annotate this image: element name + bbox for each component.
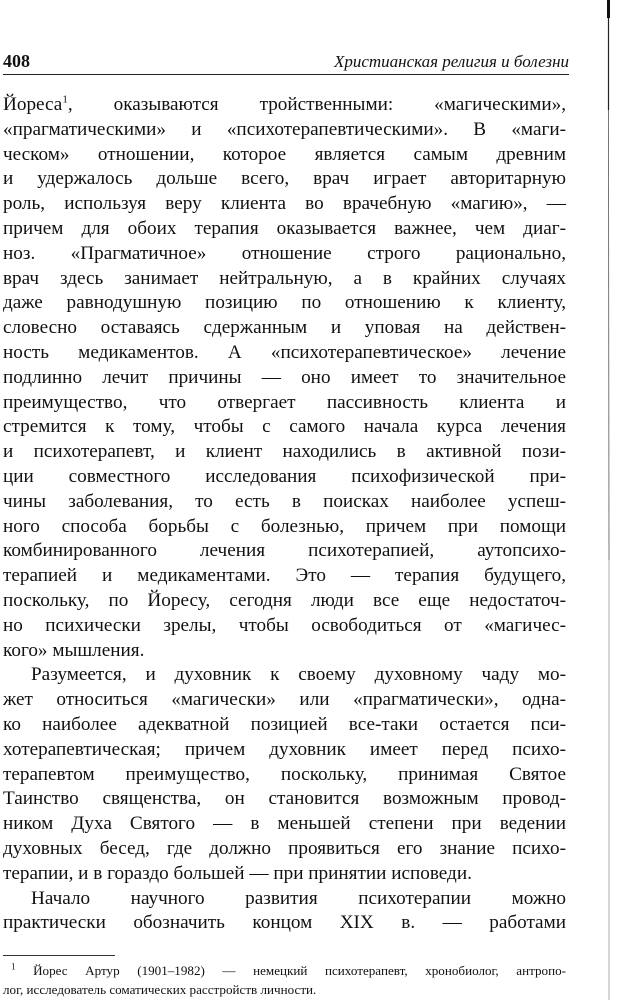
footnote-line <box>3 961 566 980</box>
text-fragment: , оказываются тройственными: «магическими», <box>67 94 566 115</box>
text-line: и психотерапевт, и клиент находились в активной пози- <box>3 441 566 463</box>
text-line: жет относиться «магически» или «прагматически», одна- <box>3 689 566 711</box>
text-line <box>3 93 566 118</box>
footnote-rule <box>3 955 115 956</box>
scan-edge-mark <box>601 0 615 1000</box>
text-line: причем для обоих терапия оказывается важнее, чем диаг- <box>3 217 566 239</box>
text-line: даже равнодушную позицию по отношению к клиенту, <box>3 292 566 314</box>
page-header <box>3 50 569 76</box>
header-rule <box>3 74 569 75</box>
running-title: Христианская религия и болезни <box>333 52 569 71</box>
text-line: роль, используя веру клиента во врачебную «магию», — <box>3 193 566 215</box>
text-line: практически обозначить концом XIX в. — работами <box>3 912 566 934</box>
page-number: 408 <box>3 51 30 71</box>
text-line: кого» мышления. <box>3 639 145 661</box>
text-line: врач здесь занимает нейтральную, а в крайних случаях <box>3 267 566 289</box>
text-line: духовных бесед, где должно проявиться его знание психо- <box>3 837 566 859</box>
text-line: стремится к тому, чтобы с самого начала курса лечения <box>3 416 566 438</box>
text-line: преимущество, что отвергает пассивность клиента и <box>3 391 566 413</box>
text-line: комбинированного лечения психотерапией, аутопсихо- <box>3 540 566 562</box>
text-line: ции совместного исследования психофизической при- <box>3 465 566 487</box>
text-line: но психически зрелы, чтобы освободиться от «магичес- <box>3 614 566 636</box>
text-line: и удержалось дольше всего, врач играет авторитарную <box>3 168 566 190</box>
text-line: ноз. «Прагматичное» отношение строго рационально, <box>3 242 566 264</box>
text-line: Таинство священства, он становится возможным провод- <box>3 788 566 810</box>
text-line: терапией и медикаментами. Это — терапия будущего, <box>3 565 566 587</box>
text-line: хотерапевтическая; причем духовник имеет перед психо- <box>3 738 566 760</box>
text-line: чины заболевания, то есть в поисках наиболее успеш- <box>3 490 566 512</box>
text-line: подлинно лечит причины — оно имеет то значительное <box>3 366 566 388</box>
body-text <box>3 93 566 936</box>
text-line: поскольку, по Йоресу, сегодня люди все еще недостаточ- <box>3 589 566 611</box>
footnote-text: Йорес Артур (1901–1982) — немецкий психотерапевт, хронобиолог, антропо- <box>33 963 566 978</box>
text-fragment: Йореса <box>3 94 63 115</box>
text-line: терапии, и в гораздо большей — при принятии исповеди. <box>3 862 472 884</box>
text-line: ность медикаментов. А «психотерапевтическое» лечение <box>3 341 566 363</box>
footnote-reference: 1 <box>62 93 68 106</box>
footnote-mark: 1 <box>11 961 16 972</box>
text-line: словесно оставаясь сдержанным и уповая на действен- <box>3 317 566 339</box>
text-line: Разумеется, и духовник к своему духовному чаду мо- <box>31 664 566 686</box>
text-line: «прагматическими» и «психотерапевтическими». В «маги- <box>3 118 566 140</box>
text-line: ко наиболее адекватной позицией все-таки остается пси- <box>3 713 566 735</box>
text-line: терапевтом преимущество, поскольку, принимая Святое <box>3 763 566 785</box>
footnote <box>3 961 566 999</box>
text-line: Начало научного развития психотерапии можно <box>31 887 566 909</box>
text-line: ником Духа Святого — в меньшей степени при ведении <box>3 813 566 835</box>
footnote-line: лог, исследователь соматических расстройств личности. <box>3 982 317 997</box>
text-line: ного способа борьбы с болезнью, причем при помощи <box>3 515 566 537</box>
text-line: ческом» отношении, которое является самым древним <box>3 143 566 165</box>
